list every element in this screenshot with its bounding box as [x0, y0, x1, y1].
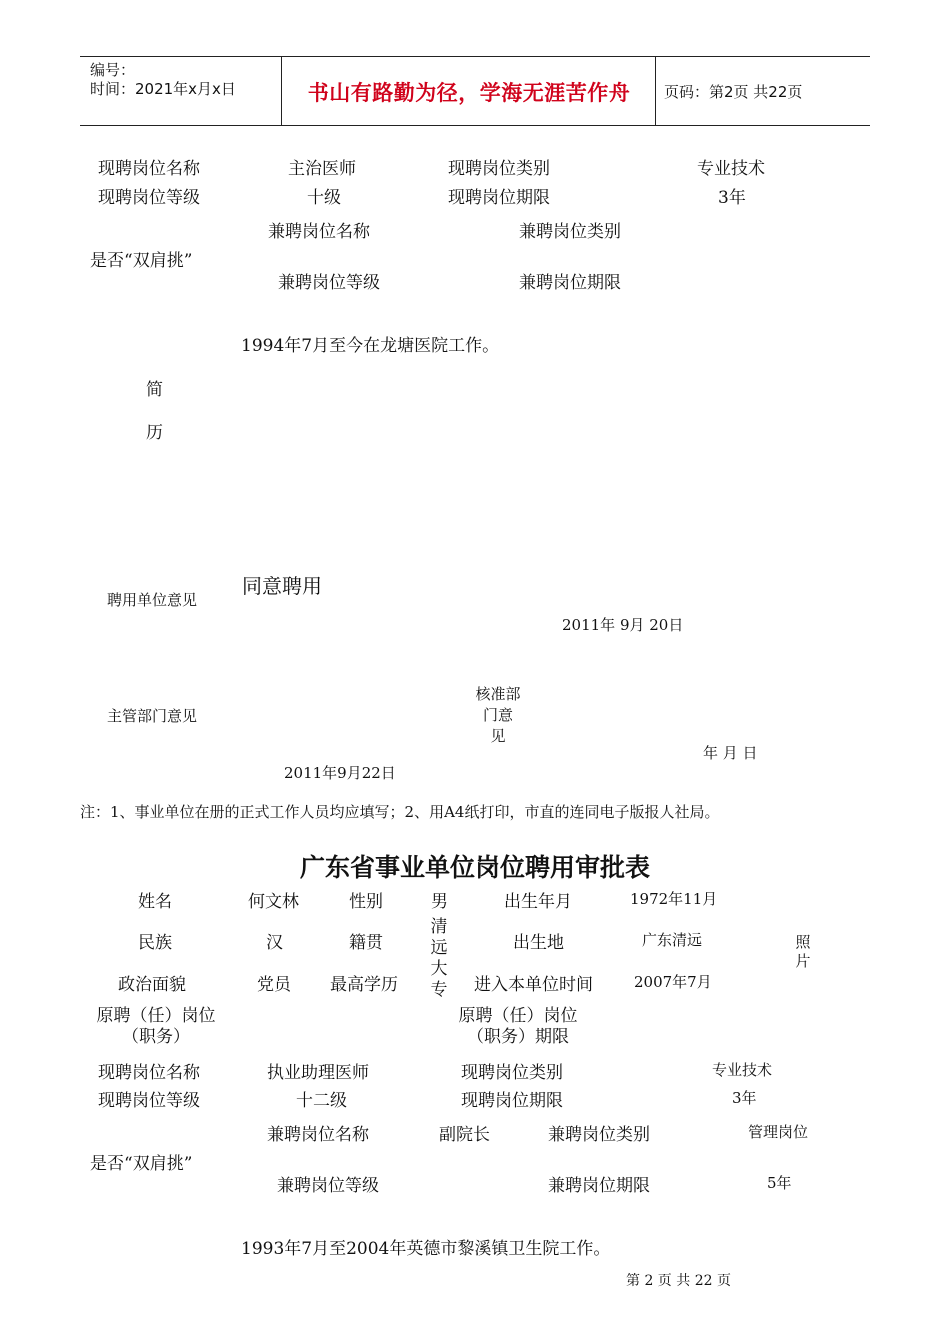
part-post-name-label: 兼聘岗位名称 [267, 1125, 369, 1145]
form-title: 广东省事业单位岗位聘用审批表 [299, 853, 650, 882]
approval-label-line: 门意 [482, 706, 513, 724]
original-post-label-line: 原聘（任）岗位 [96, 1006, 216, 1026]
employer-opinion-date: 2011年 9月 20日 [562, 616, 684, 634]
native-place-char: 远 [430, 938, 448, 958]
resume-text: 1993年7月至2004年英德市黎溪镇卫生院工作。 [241, 1239, 611, 1259]
part-post-name-label: 兼聘岗位名称 [268, 222, 370, 242]
part-post-level-label: 兼聘岗位等级 [278, 273, 380, 293]
part-post-level-label: 兼聘岗位等级 [277, 1176, 379, 1196]
current-post-type-label: 现聘岗位类别 [448, 159, 550, 179]
current-post-name-label: 现聘岗位名称 [98, 159, 200, 179]
current-post-type: 专业技术 [697, 159, 765, 179]
header-divider [655, 57, 656, 125]
part-post-term: 5年 [767, 1174, 792, 1192]
current-post-level-label: 现聘岗位等级 [98, 188, 200, 208]
photo-placeholder [790, 933, 816, 971]
original-term-label [448, 1006, 588, 1048]
current-post-level-label: 现聘岗位等级 [98, 1091, 200, 1111]
document-header [80, 56, 870, 126]
current-post-term-label: 现聘岗位期限 [461, 1091, 563, 1111]
ethnicity-value: 汉 [266, 933, 283, 953]
part-post-term-label: 兼聘岗位期限 [519, 273, 621, 293]
current-post-term-label: 现聘岗位期限 [448, 188, 550, 208]
approval-label-line: 见 [490, 727, 506, 745]
document-number-label: 编号： [90, 61, 136, 79]
part-post-type: 管理岗位 [748, 1123, 809, 1141]
join-date-label: 进入本单位时间 [474, 975, 593, 995]
current-post-level: 十级 [307, 188, 341, 208]
name-label: 姓名 [138, 892, 172, 912]
original-term-label-line: （职务）期限 [467, 1027, 569, 1047]
authority-opinion-label: 主管部门意见 [107, 707, 198, 725]
birth-value: 1972年11月 [630, 890, 718, 908]
political-status-label: 政治面貌 [118, 975, 186, 995]
original-post-label [86, 1006, 226, 1048]
join-date-value: 2007年7月 [634, 973, 712, 991]
native-place-char: 清 [430, 917, 448, 937]
footer-page-number: 第 2 页 共 22 页 [626, 1273, 731, 1289]
original-post-label-line: （职务） [122, 1027, 190, 1047]
resume-label-char: 历 [146, 423, 163, 443]
birth-label: 出生年月 [504, 892, 572, 912]
approval-date: 年 月 日 [703, 744, 758, 762]
approval-label-line: 核准部 [475, 685, 521, 703]
header-meta [90, 61, 236, 99]
part-post-term-label: 兼聘岗位期限 [548, 1176, 650, 1196]
header-page-number: 页码：第2页 共22页 [664, 83, 803, 101]
dual-role-label: 是否“双肩挑” [90, 251, 193, 271]
current-post-term: 3年 [732, 1089, 757, 1107]
authority-opinion-date: 2011年9月22日 [284, 764, 396, 782]
birthplace-value: 广东清远 [642, 931, 703, 949]
name-value: 何文林 [248, 892, 299, 912]
gender-value: 男 [431, 892, 448, 912]
document-time: 时间：2021年x月x日 [90, 80, 236, 98]
education-char: 大 [430, 959, 448, 979]
part-post-name: 副院长 [439, 1125, 490, 1145]
resume-text: 1994年7月至今在龙塘医院工作。 [241, 336, 500, 356]
current-post-name-label: 现聘岗位名称 [98, 1063, 200, 1083]
header-motto: 书山有路勤为径，学海无涯苦作舟 [307, 80, 631, 105]
approval-opinion-label [466, 684, 530, 747]
part-post-type-label: 兼聘岗位类别 [548, 1125, 650, 1145]
current-post-type: 专业技术 [712, 1061, 773, 1079]
photo-label-char: 照 [795, 933, 811, 951]
original-term-label-line: 原聘（任）岗位 [458, 1006, 578, 1026]
part-post-type-label: 兼聘岗位类别 [519, 222, 621, 242]
gender-label: 性别 [349, 892, 383, 912]
resume-label-char: 简 [146, 380, 163, 400]
native-place-and-education-stack [424, 917, 454, 1001]
dual-role-label: 是否“双肩挑” [90, 1154, 193, 1174]
current-post-name: 执业助理医师 [267, 1063, 369, 1083]
native-place-label: 籍贯 [349, 933, 383, 953]
current-post-type-label: 现聘岗位类别 [461, 1063, 563, 1083]
form-note: 注：1、事业单位在册的正式工作人员均应填写；2、用A4纸打印，市直的连同电子版报人社局。 [80, 803, 720, 821]
photo-label-char: 片 [795, 952, 811, 970]
birthplace-label: 出生地 [513, 933, 564, 953]
employer-opinion-label: 聘用单位意见 [107, 591, 198, 609]
highest-education-label: 最高学历 [330, 975, 398, 995]
employer-opinion: 同意聘用 [242, 574, 322, 598]
ethnicity-label: 民族 [138, 933, 172, 953]
current-post-term: 3年 [718, 188, 746, 208]
political-status-value: 党员 [257, 975, 291, 995]
education-char: 专 [430, 980, 448, 1000]
current-post-name: 主治医师 [288, 159, 356, 179]
current-post-level: 十二级 [296, 1091, 347, 1111]
